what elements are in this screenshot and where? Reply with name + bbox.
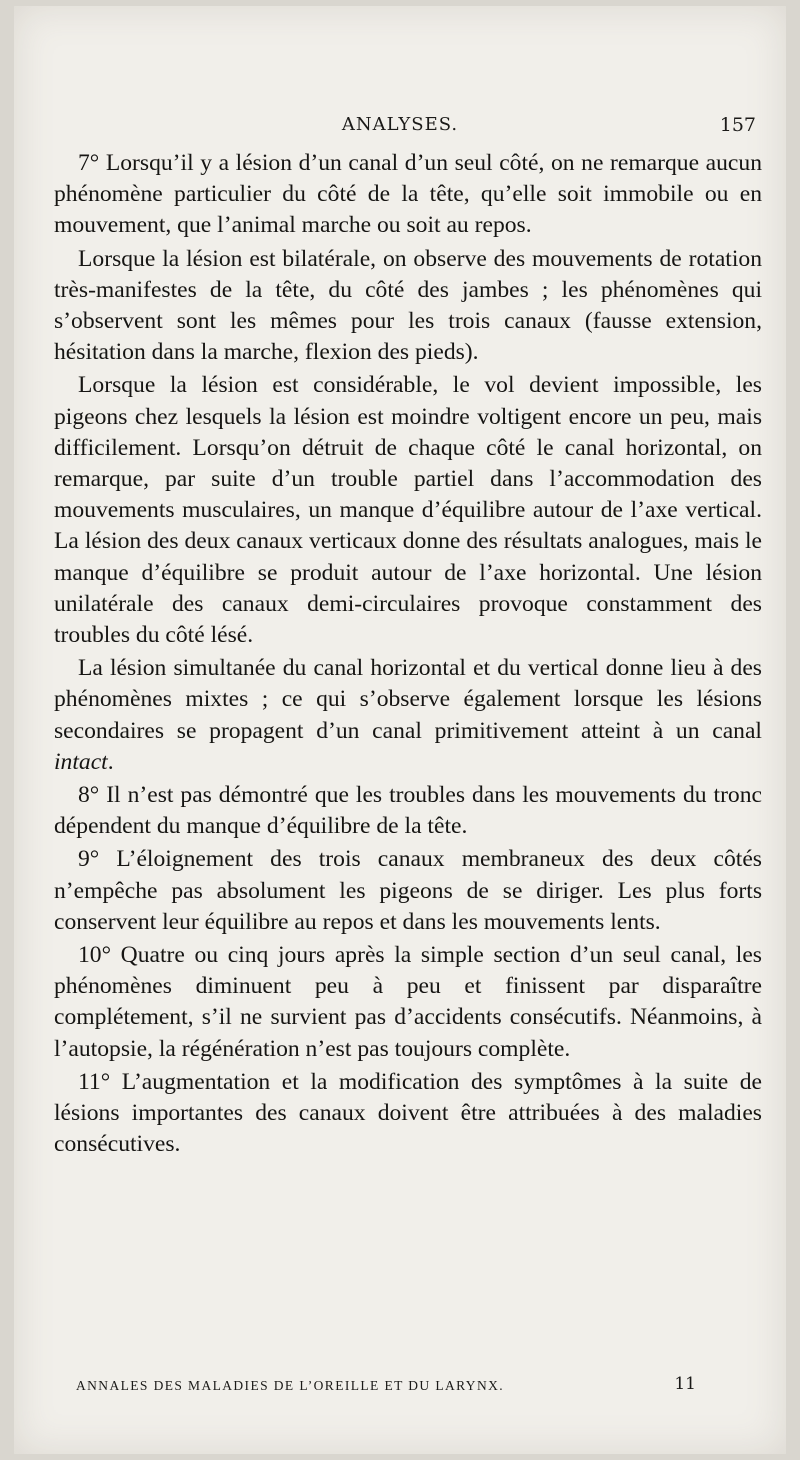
paragraph-9: 9° L’éloignement des trois canaux membraneux des deux côtés n’empêche pas absolument les pigeons de se diriger. Les plus forts conservent leur équilibre au repos et dans les mouvements lents. — [54, 846, 762, 935]
italic-word: intact — [54, 748, 108, 775]
signature-mark: 11 — [674, 1374, 696, 1394]
journal-title: ANNALES DES MALADIES DE L’OREILLE ET DU LARYNX. — [76, 1378, 505, 1393]
paragraph-11: 11° L’augmentation et la modification des symptômes à la suite de lésions importantes des canaux doivent être attribuées à des maladies consécutives. — [54, 1068, 762, 1158]
paragraph-7: 7° Lorsqu’il y a lésion d’un canal d’un seul côté, on ne remarque aucun phénomène particulier du côté de la tête, qu’elle soit immobile ou en mouvement, que l’animal marche ou soit au repos. — [54, 150, 762, 239]
page-header — [14, 114, 786, 144]
paragraph-10: 10° Quatre ou cinq jours après la simple section d’un seul canal, les phénomènes diminuent peu à peu et finissent par disparaître complétement, s’il ne survient pas d’accidents consécutifs. Néanmoins, à l’autopsie, la régénération n’est pas toujours complète. — [54, 942, 762, 1062]
paragraph-bilateral: Lorsque la lésion est bilatérale, on observe des mouvements de rotation très-manifestes de la tête, du côté des jambes ; les phénomènes qui s’observent sont les mêmes pour les trois canaux (fausse extension, hésitation dans la marche, flexion des pieds). — [54, 245, 762, 366]
page-number: 157 — [719, 114, 756, 136]
paragraph-simultaneous — [54, 653, 762, 778]
body-text — [54, 148, 762, 1161]
paragraph-simultaneous-text: La lésion simultanée du canal horizontal et du vertical donne lieu à des phénomènes mixtes ; ce qui s’observe également lorsque les lésions secondaires se propagent d’un canal primitivement atteint à un canal — [54, 655, 762, 744]
book-page — [14, 6, 786, 1454]
paragraph-8: 8° Il n’est pas démontré que les troubles dans les mouvements du tronc dépendent du manque d’équilibre de la tête. — [54, 782, 762, 840]
running-title: ANALYSES. — [341, 114, 459, 135]
paragraph-simultaneous-end: . — [107, 748, 114, 775]
paragraph-considerable: Lorsque la lésion est considérable, le vol devient impossible, les pigeons chez lesquels la lésion est moindre voltigent encore un peu, mais difficilement. Lorsqu’on détruit de chaque côté le canal horizontal, on remarque, par suite d’un trouble partiel dans l’accommodation des mouvements musculaires, un manque d’équilibre autour de l’axe vertical. La lésion des deux canaux verticaux donne des résultats analogues, mais le manque d’équilibre se produit autour de l’axe horizontal. Une lésion unilatérale des canaux demi-circulaires provoque constamment des troubles du côté lésé. — [54, 372, 762, 649]
page-footer — [14, 1374, 786, 1404]
